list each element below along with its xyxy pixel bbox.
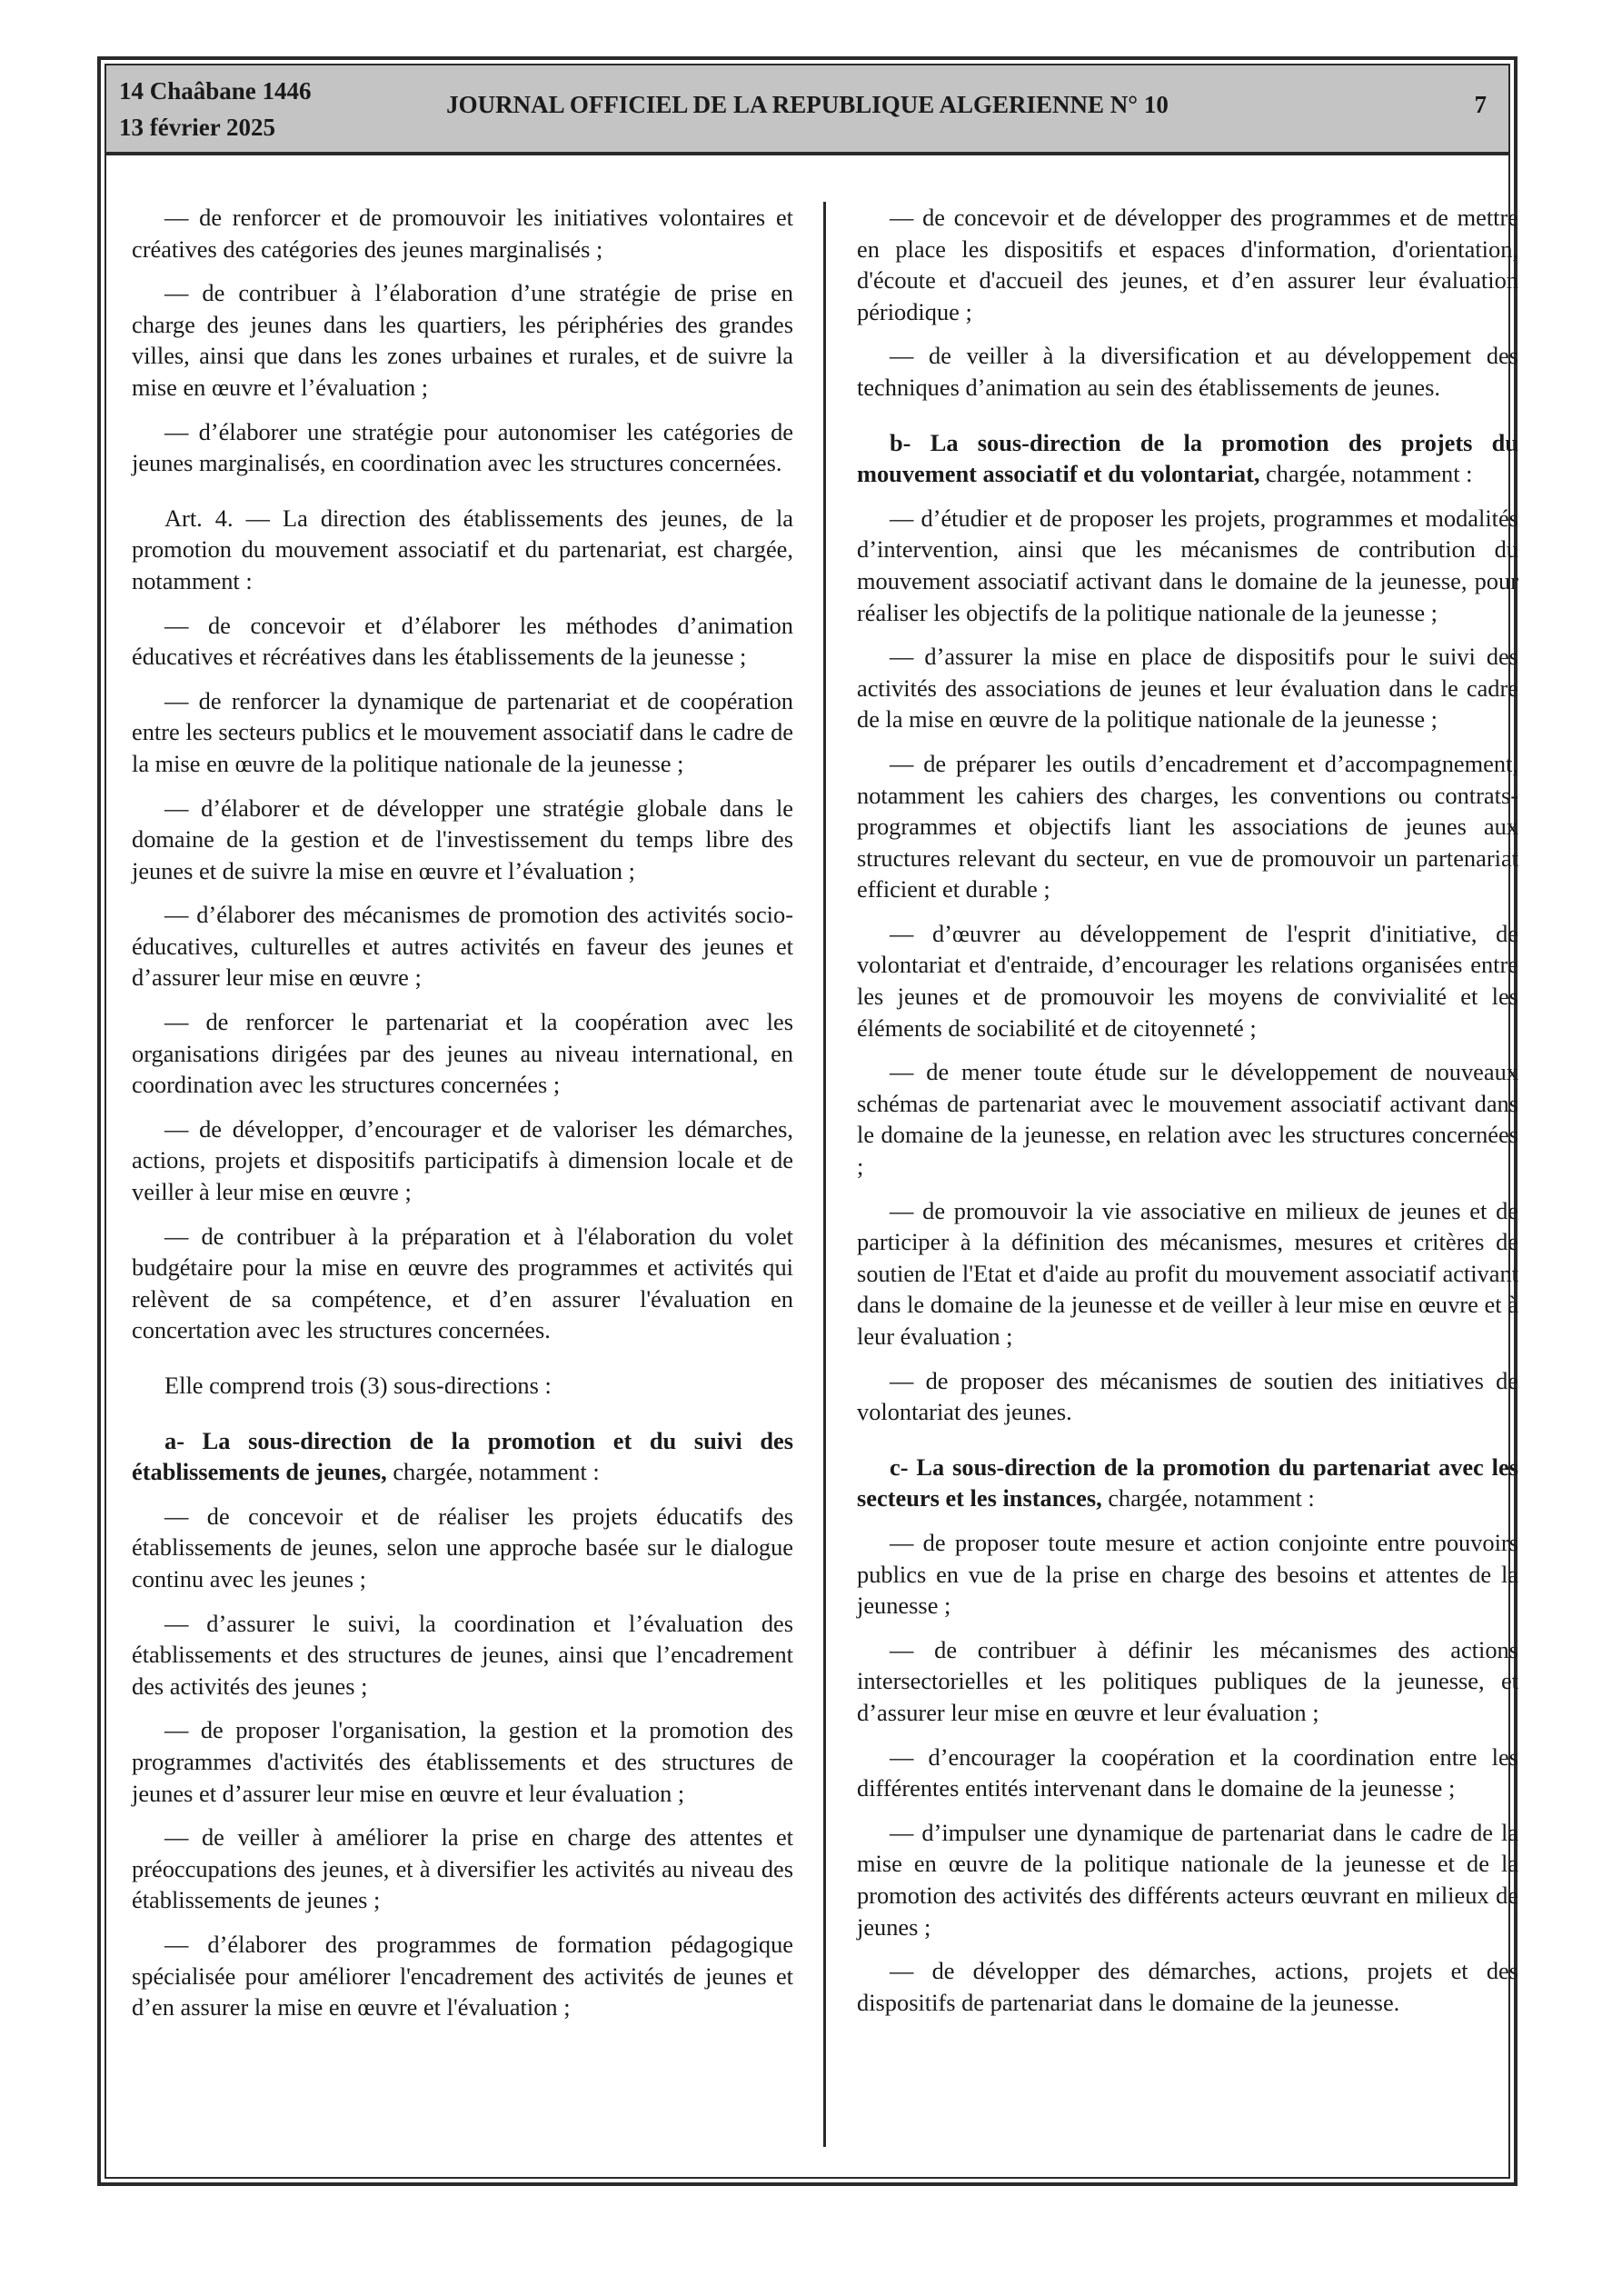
paragraph-text: Art. 4. — La direction des établissements des jeunes, de la promotion du mouvement associatif et du partenariat, est chargée, notamment : (132, 504, 793, 594)
paragraph (132, 1221, 793, 1346)
paragraph (132, 685, 793, 780)
paragraph-text: chargée, notamment : (386, 1458, 600, 1486)
paragraph (132, 1714, 793, 1809)
gregorian-date: 13 février 2025 (119, 114, 275, 141)
paragraph-text: — de développer, d’encourager et de valoriser les démarches, actions, projets et dispositifs participatifs à dimension locale et de veiller à leur mise en œuvre ; (132, 1114, 793, 1206)
paragraph (132, 416, 793, 479)
paragraph-text: — de veiller à améliorer la prise en charge des attentes et préoccupations des jeunes, et à diversifier les activités au niveau des établissements de jeunes ; (132, 1823, 793, 1914)
heading-bold-text: b- La sous-direction de la promotion des projets du mouvement associatif et du volontariat, (857, 428, 1518, 488)
paragraph-text: — de concevoir et de réaliser les projets éducatifs des établissements de jeunes, selon une approche basée sur le dialogue continu avec les jeunes ; (132, 1502, 793, 1592)
journal-title: JOURNAL OFFICIEL DE LA REPUBLIQUE ALGERIENNE N° 10 (446, 91, 1169, 118)
paragraph-text: — d’assurer la mise en place de dispositifs pour le suivi des activités des associations de jeunes et leur évaluation dans le cadre de la mise en œuvre de la politique nationale de la jeunesse ; (857, 643, 1518, 734)
paragraph (857, 340, 1518, 403)
paragraph-text: — d’impulser une dynamique de partenariat dans le cadre de la mise en œuvre de la politique nationale de la jeunesse et de la promotion des activités des différents acteurs œuvrant en milieux de jeunes ; (857, 1818, 1518, 1941)
heading-bold-text: a- La sous-direction de la promotion et du suivi des établissements de jeunes, (132, 1426, 793, 1486)
paragraph (857, 1817, 1518, 1942)
paragraph (857, 1365, 1518, 1428)
paragraph-text: — de promouvoir la vie associative en milieux de jeunes et de participer à la définition des mécanismes, mesures et critères de soutien de l'Etat et d'aide au profit du mouvement associatif activant dans le domaine de la jeunesse et de veiller à leur mise en œuvre et à leur évaluation ; (857, 1196, 1518, 1350)
paragraph-text: Elle comprend trois (3) sous-directions : (164, 1372, 552, 1399)
page-inner-frame (104, 64, 1518, 2179)
paragraph (857, 1634, 1518, 1729)
paragraph (857, 503, 1518, 628)
paragraph (132, 1929, 793, 2023)
paragraph-text: — de mener toute étude sur le développement de nouveaux schémas de partenariat avec le mouvement associatif activant dans le domaine de la jeunesse, en relation avec les structures concernées ; (857, 1058, 1518, 1181)
paragraph (132, 1501, 793, 1595)
paragraph-text: — de concevoir et d’élaborer les méthodes d’animation éducatives et récréatives dans les établissements de la jeunesse ; (132, 611, 793, 671)
paragraph (857, 1527, 1518, 1622)
paragraph (857, 1056, 1518, 1182)
paragraph (132, 1822, 793, 1916)
page-number: 7 (1474, 91, 1487, 118)
section-heading (857, 427, 1518, 490)
paragraph-text: — de veiller à la diversification et au développement des techniques d’animation au sein des établissements de jeunes. (857, 342, 1518, 401)
paragraph (857, 1955, 1518, 2018)
paragraph-text: — d’assurer le suivi, la coordination et l’évaluation des établissements et des structures de jeunes, ainsi que l’encadrement des activités des jeunes ; (132, 1609, 793, 1700)
paragraph (857, 1195, 1518, 1353)
paragraph (132, 1608, 793, 1702)
paragraph-text: — de renforcer et de promouvoir les initiatives volontaires et créatives des catégories des jeunes marginalisés ; (132, 204, 793, 263)
paragraph-text: — de renforcer la dynamique de partenariat et de coopération entre les secteurs publics et le mouvement associatif dans le cadre de la mise en œuvre de la politique nationale de la jeunesse ; (132, 686, 793, 777)
paragraph-text: — d’élaborer des programmes de formation pédagogique spécialisée pour améliorer l'encadrement des activités de jeunes et d’en assurer la mise en œuvre et l'évaluation ; (132, 1930, 793, 2021)
column-divider (823, 202, 826, 2147)
paragraph (132, 899, 793, 993)
paragraph (132, 202, 793, 265)
section-heading (132, 1425, 793, 1488)
paragraph (132, 793, 793, 887)
paragraph (132, 1006, 793, 1101)
section-heading (857, 1452, 1518, 1514)
heading-bold-text: c- La sous-direction de la promotion du partenariat avec les secteurs et les instances, (857, 1452, 1518, 1512)
paragraph (132, 1113, 793, 1208)
right-column (857, 202, 1518, 2031)
hijri-date: 14 Chaâbane 1446 (119, 77, 312, 105)
paragraph-text: — d’élaborer et de développer une stratégie globale dans le domaine de la gestion et de l'investissement du temps libre des jeunes et de suivre la mise en œuvre et l’évaluation ; (132, 794, 793, 884)
paragraph (857, 918, 1518, 1043)
paragraph (857, 748, 1518, 905)
paragraph (132, 277, 793, 403)
paragraph (857, 202, 1518, 327)
paragraph-text: — d’œuvrer au développement de l'esprit d'initiative, de volontariat et d'entraide, d’encourager les relations organisées entre les jeunes et de promouvoir les moyens de convivialité et les éléments de sociabilité et de citoyenneté ; (857, 919, 1518, 1042)
paragraph-text: — d’étudier et de proposer les projets, programmes et modalités d’intervention, ainsi que les mécanismes de contribution du mouvement associatif activant dans le domaine de la jeunesse, pour réaliser les objectifs de la politique nationale de la jeunesse ; (857, 504, 1518, 626)
paragraph-text: — d’élaborer des mécanismes de promotion des activités socio-éducatives, culturelles et autres activités en faveur des jeunes et d’assurer leur mise en œuvre ; (132, 901, 793, 992)
paragraph-text: — de concevoir et de développer des programmes et de mettre en place les dispositifs et espaces d'information, d'orientation, d'écoute et d'accueil des jeunes, et d’en assurer leur évaluation périodique ; (857, 204, 1518, 325)
paragraph-text: — de contribuer à définir les mécanismes des actions intersectorielles et les politiques publiques de la jeunesse, et d’assurer leur mise en œuvre et leur évaluation ; (857, 1635, 1518, 1726)
paragraph-text: — de renforcer le partenariat et la coopération avec les organisations dirigées par des jeunes au niveau international, en coordination avec les structures concernées ; (132, 1008, 793, 1099)
left-column (132, 202, 793, 2036)
paragraph-text: — de proposer l'organisation, la gestion et la promotion des programmes d'activités des établissements et des structures de jeunes et d’assurer leur mise en œuvre et leur évaluation ; (132, 1716, 793, 1807)
journal-header (106, 65, 1508, 155)
paragraph (132, 610, 793, 673)
paragraph-text: chargée, notamment : (1101, 1484, 1315, 1512)
paragraph-text: — de préparer les outils d’encadrement et d’accompagnement, notamment les cahiers des charges, les conventions ou contrats-programmes et objectifs liant les associations de jeunes aux structures relevant du secteur, en vue de promouvoir un partenariat efficient et durable ; (857, 749, 1518, 903)
paragraph-text: — de proposer des mécanismes de soutien des initiatives de volontariat des jeunes. (857, 1366, 1518, 1426)
page-frame (97, 56, 1518, 2186)
paragraph-text: — de contribuer à la préparation et à l'élaboration du volet budgétaire pour la mise en œuvre des programmes et activités qui relèvent de sa compétence, et d’en assurer l'évaluation en concertation avec les structures concernées. (132, 1222, 793, 1344)
article-paragraph (132, 503, 793, 597)
paragraph-text: — de proposer toute mesure et action conjointe entre pouvoirs publics en vue de la prise en charge des besoins et attentes de la jeunesse ; (857, 1528, 1518, 1620)
paragraph-text: — de développer des démarches, actions, projets et des dispositifs de partenariat dans le domaine de la jeunesse. (857, 1957, 1518, 2016)
paragraph (857, 1742, 1518, 1804)
paragraph-text: — de contribuer à l’élaboration d’une stratégie de prise en charge des jeunes dans les quartiers, les périphéries des grandes villes, ainsi que dans les zones urbaines et rurales, et de suivre la mise en œuvre et l’évaluation ; (132, 279, 793, 401)
paragraph (857, 641, 1518, 735)
paragraph (132, 1370, 793, 1402)
paragraph-text: — d’encourager la coopération et la coordination entre les différentes entités intervenant dans le domaine de la jeunesse ; (857, 1742, 1518, 1802)
paragraph-text: — d’élaborer une stratégie pour autonomiser les catégories de jeunes marginalisés, en coordination avec les structures concernées. (132, 417, 793, 477)
paragraph-text: chargée, notamment : (1259, 460, 1473, 488)
